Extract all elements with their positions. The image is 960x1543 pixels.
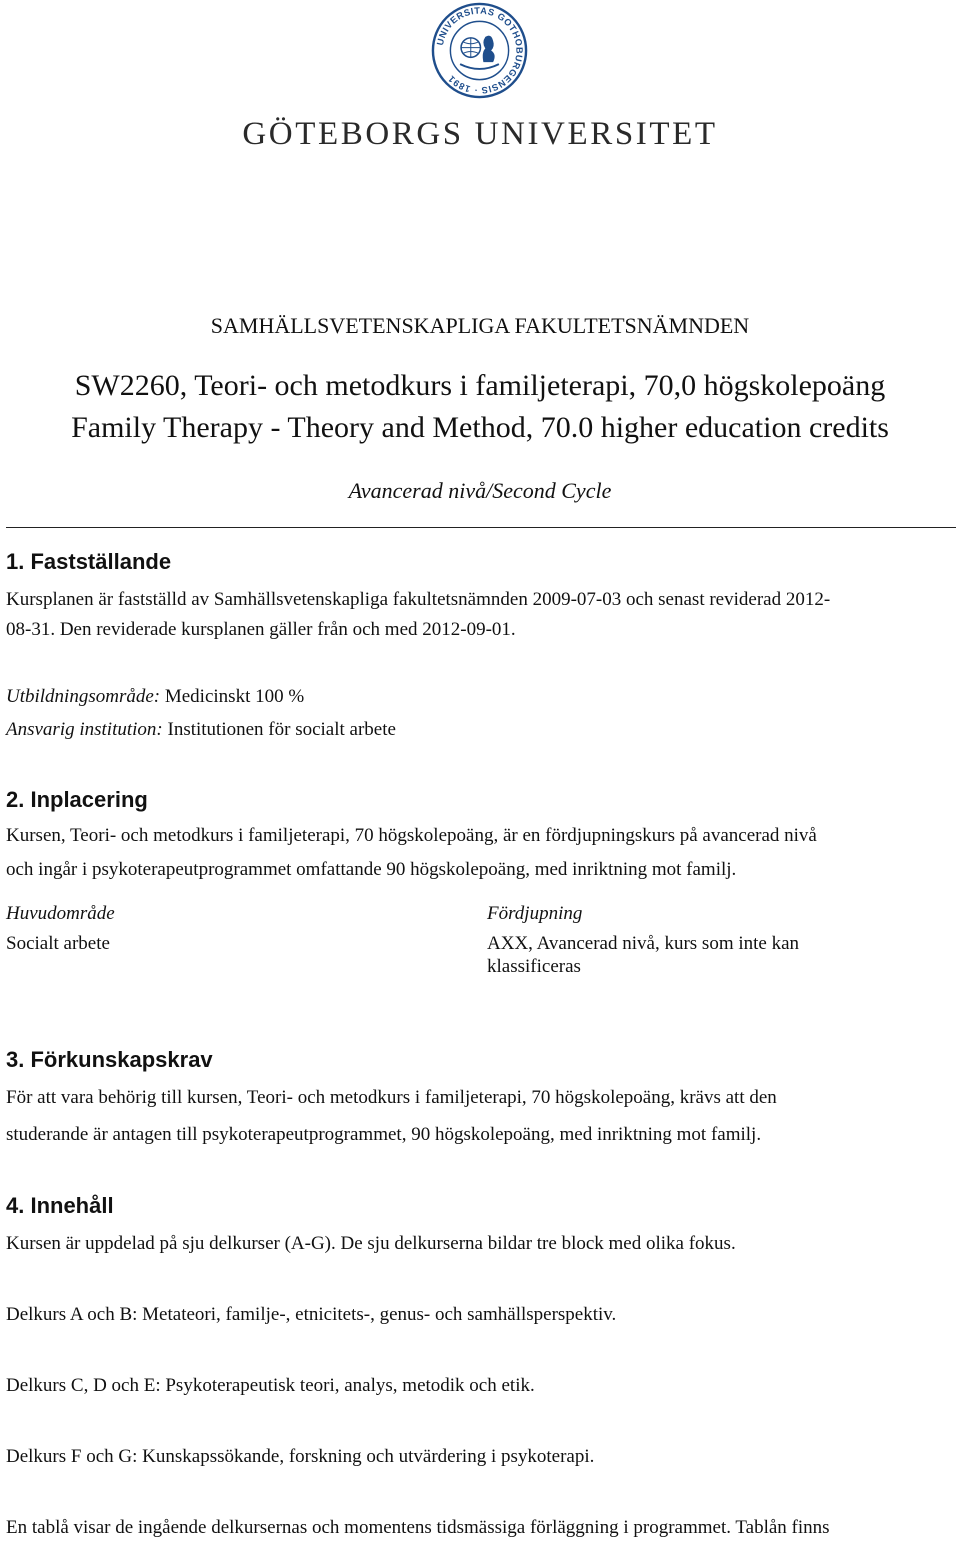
main-field-label: Huvudområde: [6, 903, 115, 924]
university-name: GÖTEBORGS UNIVERSITET: [242, 116, 718, 152]
section-3-text-line-2: studerande är antagen till psykoterapeutprogrammet, 90 högskolepoäng, med inriktning mot familj.: [6, 1124, 762, 1145]
section-2-text-line-1: Kursen, Teori- och metodkurs i familjeterapi, 70 högskolepoäng, är en fördjupningskurs på avancerad nivå: [6, 825, 817, 846]
section-4-paragraph-3: Delkurs C, D och E: Psykoterapeutisk teori, analys, metodik och etik.: [6, 1375, 535, 1396]
responsible-department-value: Institutionen för socialt arbete: [162, 719, 396, 740]
section-3-heading: 3. Förkunskapskrav: [6, 1047, 213, 1072]
section-1-heading: 1. Fastställande: [6, 549, 172, 574]
depth-value-line-2: klassificeras: [487, 956, 581, 977]
section-2-heading: 2. Inplacering: [6, 787, 148, 812]
header-divider: [6, 527, 956, 528]
education-area-value: Medicinskt 100 %: [160, 686, 305, 707]
section-2-text-line-2: och ingår i psykoterapeutprogrammet omfattande 90 högskolepoäng, med inriktning mot familj.: [6, 859, 737, 880]
depth-label: Fördjupning: [487, 903, 583, 924]
faculty-name: SAMHÄLLSVETENSKAPLIGA FAKULTETSNÄMNDEN: [210, 313, 750, 338]
section-1-text-line-2: 08-31. Den reviderade kursplanen gäller från och med 2012-09-01.: [6, 619, 516, 640]
section-3-text-line-1: För att vara behörig till kursen, Teori- och metodkurs i familjeterapi, 70 högskolepoäng, krävs att den: [6, 1087, 777, 1108]
education-area: [6, 682, 954, 712]
section-4-paragraph-5: En tablå visar de ingående delkursernas och momentens tidsmässiga förläggning i programmet. Tablån finns: [6, 1517, 830, 1538]
section-4-paragraph-2: Delkurs A och B: Metateori, familje-, etnicitets-, genus- och samhällsperspektiv.: [6, 1304, 617, 1325]
responsible-department-label: Ansvarig institution:: [6, 719, 163, 740]
education-area-label: Utbildningsområde:: [6, 686, 161, 707]
depth-value-line-1: AXX, Avancerad nivå, kurs som inte kan: [487, 933, 800, 954]
section-1-text-line-1: Kursplanen är fastställd av Samhällsvetenskapliga fakultetsnämnden 2009-07-03 och senast reviderad 2012-: [6, 589, 831, 610]
course-level: Avancerad nivå/Second Cycle: [348, 478, 612, 503]
section-4-heading: 4. Innehåll: [6, 1193, 114, 1218]
course-title-english: Family Therapy - Theory and Method, 70.0 higher education credits: [71, 411, 889, 444]
responsible-department: [6, 715, 954, 745]
seal-text: UNIVERSITAS GOTHOBURGENSIS · 1891: [434, 5, 525, 96]
university-seal-logo: [431, 2, 528, 99]
course-title-swedish: SW2260, Teori- och metodkurs i familjeterapi, 70,0 högskolepoäng: [74, 369, 886, 402]
depth-value: [487, 929, 917, 978]
section-4-paragraph-1: Kursen är uppdelad på sju delkurser (A-G). De sju delkurserna bildar tre block med olika fokus.: [6, 1233, 736, 1254]
main-field-value: Socialt arbete: [6, 933, 110, 954]
section-4-paragraph-4: Delkurs F och G: Kunskapssökande, forskning och utvärdering i psykoterapi.: [6, 1446, 595, 1467]
